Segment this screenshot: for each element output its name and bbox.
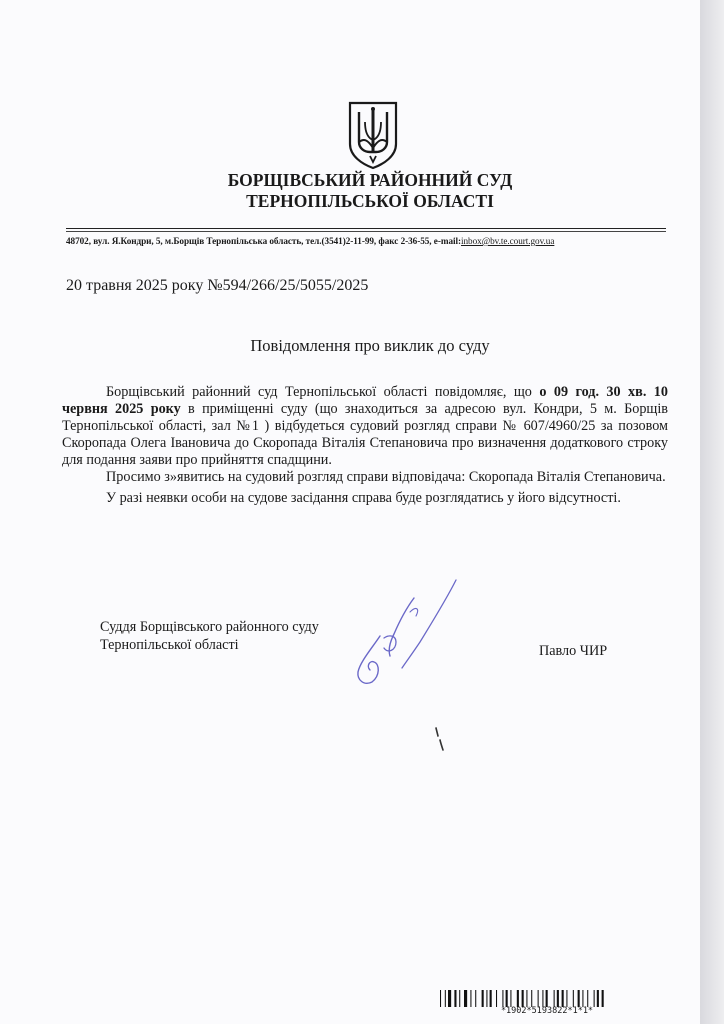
barcode-bar <box>578 990 580 1007</box>
barcode-bar <box>546 990 548 1007</box>
barcode-bar <box>562 990 564 1007</box>
barcode-bar <box>496 990 497 1007</box>
coat-of-arms-emblem <box>346 100 400 170</box>
paragraph-request: Просимо з»явитись на судовий розгляд справи відповідача: Скоропада Віталія Степановича. <box>106 469 666 485</box>
barcode-bar <box>459 990 460 1007</box>
barcode-bar <box>594 990 595 1007</box>
court-address <box>66 236 676 246</box>
barcode-bar <box>566 990 567 1007</box>
ink-mark <box>432 726 446 752</box>
barcode-bar <box>517 990 519 1007</box>
barcode-bar <box>522 990 524 1007</box>
barcode-bar <box>573 990 574 1007</box>
barcode-bar <box>602 990 604 1007</box>
barcode-bar <box>597 990 599 1007</box>
notice-text-a: Борщівський районний суд Тернопільської області повідомляє, що <box>106 384 540 400</box>
header-divider-thin <box>66 231 666 232</box>
barcode-bar <box>486 990 487 1007</box>
barcode-bar <box>557 990 559 1007</box>
barcode-bar <box>554 990 555 1007</box>
barcode-bar <box>490 990 492 1007</box>
judge-position <box>100 618 319 654</box>
court-email: inbox@bv.te.court.gov.ua <box>461 236 555 246</box>
barcode-bar <box>475 990 476 1007</box>
barcode-bar <box>445 990 446 1007</box>
barcode-bar <box>587 990 588 1007</box>
court-address-text: 48702, вул. Я.Кондри, 5, м.Борщів Тернопільська область, тел.(3541)2-11-99, факс 2-36-55, e-mail: <box>66 236 462 246</box>
barcode-bar <box>542 990 543 1007</box>
barcode-bar <box>526 990 527 1007</box>
barcode <box>440 990 654 1007</box>
notice-text-b: в приміщенні суду (що знаходиться за адресою вул. Кондри, 5 м. Борщів Тернопільської області, зал №1 ) відбудеться судовий розгляд справи № 607/4960/25 за позовом Скоропада Олега Івановича до Скоропада Віталія Степановича про визначення додаткового строку для подання заяви про прийняття спадщини. <box>62 401 668 468</box>
document-date-number: 20 травня 2025 року №594/266/25/5055/2025 <box>66 277 369 294</box>
paragraph-absence: У разі неявки особи на судове засідання справа буде розглядатись у його відсутності. <box>106 490 621 506</box>
barcode-bar <box>502 990 503 1007</box>
barcode-bar <box>454 990 456 1007</box>
judge-name: Павло ЧИР <box>539 643 608 659</box>
barcode-bar <box>582 990 583 1007</box>
court-name-line2: ТЕРНОПІЛЬСЬКОЇ ОБЛАСТІ <box>246 191 494 211</box>
handwritten-signature <box>350 576 465 696</box>
barcode-bar <box>506 990 508 1007</box>
scan-edge <box>700 0 724 1024</box>
barcode-bar <box>440 990 441 1007</box>
barcode-bar <box>531 990 532 1007</box>
barcode-bar <box>448 990 451 1007</box>
barcode-bar <box>464 990 467 1007</box>
barcode-bar <box>510 990 511 1007</box>
document-body <box>62 384 668 507</box>
paragraph-notice <box>62 384 668 469</box>
judge-position-line2: Тернопільської області <box>100 637 239 653</box>
header-divider <box>66 228 666 229</box>
barcode-bar <box>538 990 539 1007</box>
judge-position-line1: Суддя Борщівського районного суду <box>100 619 319 635</box>
barcode-bar <box>470 990 471 1007</box>
hearing-time: о 09 год. 30 хв. 10 червня 2025 року <box>62 384 668 417</box>
court-name-line1: БОРЩІВСЬКИЙ РАЙОННИЙ СУД <box>227 170 513 190</box>
barcode-bar <box>482 990 484 1007</box>
barcode-number: *1902*5193822*1*1* <box>500 1006 594 1016</box>
document-title: Повідомлення про виклик до суду <box>250 336 490 355</box>
